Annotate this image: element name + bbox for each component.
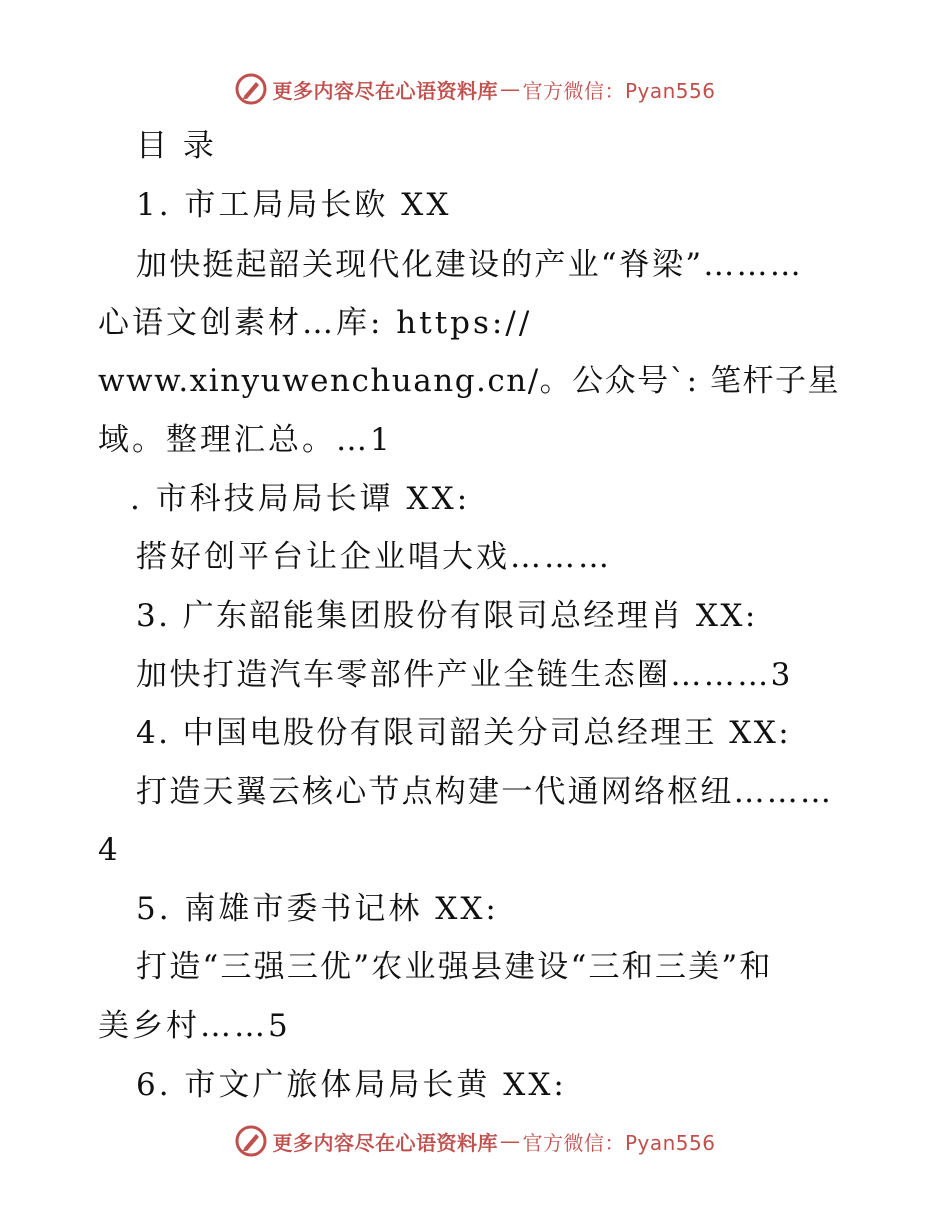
toc-line: 6. 市文广旅体局局长黄 XX: [136,1067,567,1103]
watermark-brand: 更多内容尽在心语资料库 [272,78,498,103]
toc-line: 美乡村……5 [98,1008,291,1044]
watermark-separator: — [499,1129,521,1153]
pen-logo-icon [234,72,268,106]
watermark-brand: 更多内容尽在心语资料库 [272,1130,498,1155]
toc-heading: 目 录 [136,128,217,164]
toc-line: 5. 南雄市委书记林 XX: [136,891,499,927]
toc-line: 域。整理汇总。…1 [98,422,393,458]
toc-line: 打造天翼云核心节点构建一代通网络枢纽……… [136,774,834,810]
toc-line: 搭好创平台让企业唱大戏……… [136,539,612,575]
watermark-separator: — [499,77,521,101]
pen-logo-icon [234,1124,268,1158]
toc-line: www.xinyuwenchuang.cn/。公众号`: 笔杆子星 [98,363,840,399]
toc-line: 1. 市工局局长欧 XX [136,187,452,223]
toc-line: . 市科技局局长谭 XX: [130,481,471,517]
watermark-wechat: 官方微信：Pyan556 [522,1130,716,1155]
toc-line: 打造“三强三优”农业强县建设“三和三美”和 [136,949,773,985]
toc-line: 4 [98,832,121,868]
watermark-wechat: 官方微信：Pyan556 [522,78,716,103]
toc-line: 加快打造汽车零部件产业全链生态圈………3 [136,657,793,693]
toc-line: 心语文创素材…库: https:// [98,305,533,341]
watermark-banner-top [0,72,950,106]
toc-line: 4. 中国电股份有限司韶关分司总经理王 XX: [136,715,792,751]
toc-line: 加快挺起韶关现代化建设的产业“脊梁”……… [136,247,803,283]
watermark-banner-bottom [0,1124,950,1158]
toc-line: 3. 广东韶能集团股份有限司总经理肖 XX: [136,598,758,634]
